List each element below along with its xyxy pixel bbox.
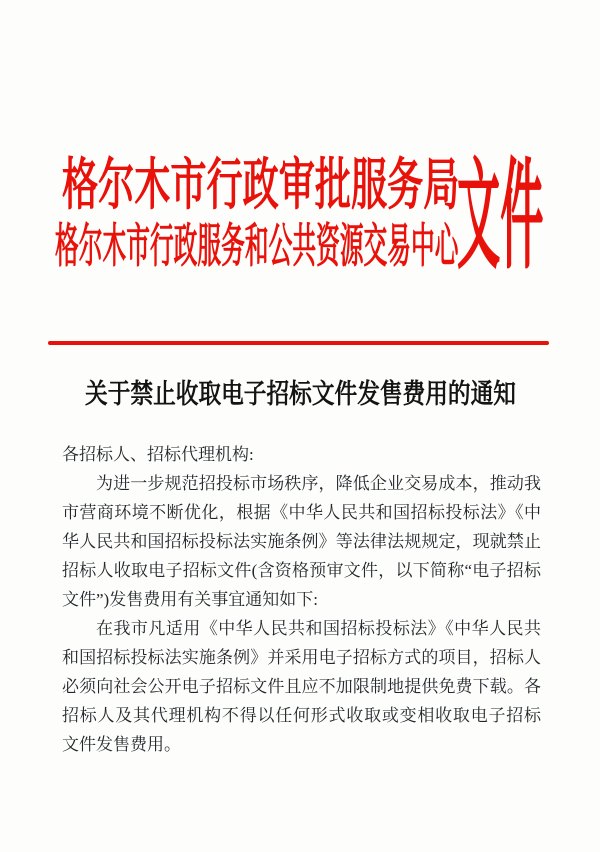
body-line: 文件发售费用。 xyxy=(62,735,181,754)
body-line: 在我市凡适用《中华人民共和国招标投标法》《中华人民共 xyxy=(96,619,541,638)
document-type-label: 文件 xyxy=(457,150,544,283)
body-line: 市营商环境不断优化，根据《中华人民共和国招标投标法》《中 xyxy=(62,503,541,522)
body-line: 和国招标投标法实施条例》并采用电子招标方式的项目，招标人 xyxy=(62,648,541,667)
body-line: 为进一步规范招投标市场秩序，降低企业交易成本，推动我 xyxy=(96,474,541,493)
body-line: 华人民共和国招标投标法实施条例》等法律法规规定，现就禁止 xyxy=(62,532,541,551)
body-line: 必须向社会公开电子招标文件且应不加限制地提供免费下载。各 xyxy=(62,677,541,696)
body-line: 文件”)发售费用有关事宜通知如下: xyxy=(62,590,318,609)
document-title xyxy=(0,374,600,411)
document-body xyxy=(62,440,541,759)
document-title-text: 关于禁止收取电子招标文件发售费用的通知 xyxy=(84,379,516,409)
body-line-salutation: 各招标人、招标代理机构: xyxy=(62,445,254,464)
body-line: 招标人及其代理机构不得以任何形式收取或变相收取电子招标 xyxy=(62,706,541,725)
org-name-primary: 格尔木市行政审批服务局 xyxy=(62,155,460,217)
body-line: 招标人收取电子招标文件(含资格预审文件，以下简称“电子招标 xyxy=(62,561,541,580)
org-name-secondary: 格尔木市行政服务和公共资源交易中心 xyxy=(55,221,459,273)
red-divider-rule xyxy=(48,341,549,345)
